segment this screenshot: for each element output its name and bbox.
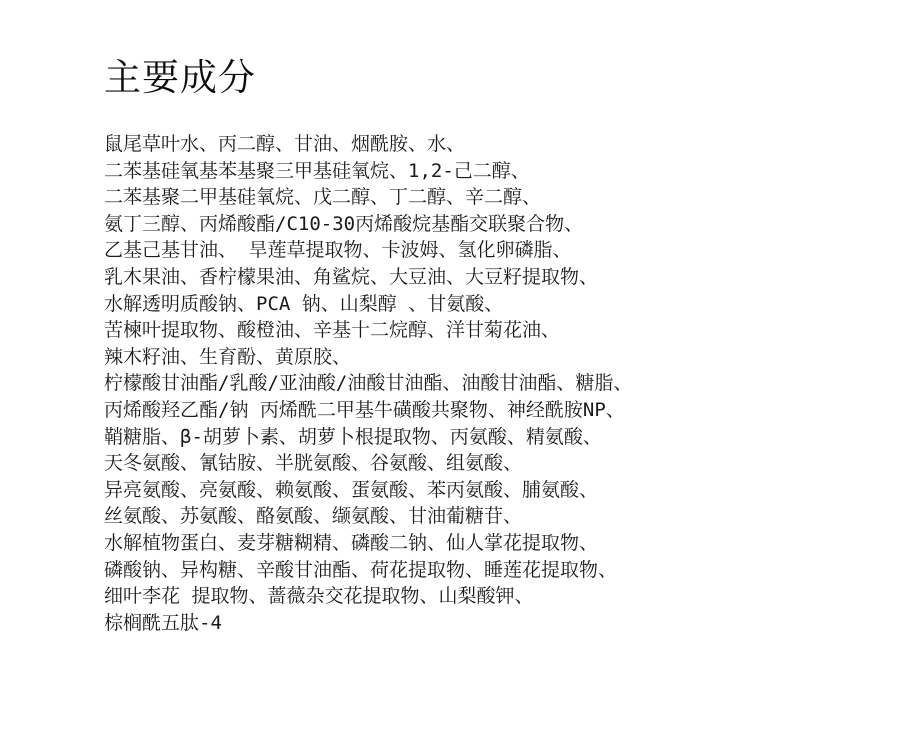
ingredient-line: 二苯基聚二甲基硅氧烷、戊二醇、丁二醇、辛二醇、 [104, 186, 542, 209]
ingredient-line: 鞘糖脂、β-胡萝卜素、胡萝卜根提取物、丙氨酸、精氨酸、 [104, 425, 602, 448]
ingredient-line: 丝氨酸、苏氨酸、酪氨酸、缬氨酸、甘油葡糖苷、 [104, 505, 523, 528]
ingredient-line: 二苯基硅氧基苯基聚三甲基硅氧烷、1,2-己二醇、 [104, 159, 530, 182]
ingredient-line: 鼠尾草叶水、丙二醇、甘油、烟酰胺、水、 [104, 133, 466, 155]
ingredient-line: 丙烯酸羟乙酯/钠 丙烯酰二甲基牛磺酸共聚物、神经酰胺NP、 [104, 398, 625, 421]
ingredient-line: 细叶李花 提取物、蔷薇杂交花提取物、山梨酸钾、 [104, 585, 534, 608]
ingredient-line: 水解透明质酸钠、PCA 钠、山梨醇 、甘氨酸、 [104, 292, 504, 315]
ingredient-line: 天冬氨酸、氰钴胺、半胱氨酸、谷氨酸、组氨酸、 [104, 452, 523, 475]
ingredient-line: 乳木果油、香柠檬果油、角鲨烷、大豆油、大豆籽提取物、 [104, 265, 599, 288]
ingredient-line: 辣木籽油、生育酚、黄原胶、 [104, 345, 352, 368]
ingredient-line: 异亮氨酸、亮氨酸、赖氨酸、蛋氨酸、苯丙氨酸、脯氨酸、 [104, 478, 599, 501]
ingredient-line: 苦楝叶提取物、酸橙油、辛基十二烷醇、洋甘菊花油、 [104, 319, 561, 342]
ingredient-line: 水解植物蛋白、麦芽糖糊精、磷酸二钠、仙人掌花提取物、 [104, 531, 599, 554]
page-title: 主要成分 [104, 56, 256, 99]
ingredient-line: 乙基己基甘油、 旱莲草提取物、卡波姆、氢化卵磷脂、 [104, 239, 572, 262]
ingredients-list [104, 131, 894, 636]
ingredient-line: 柠檬酸甘油酯/乳酸/亚油酸/油酸甘油酯、油酸甘油酯、糖脂、 [104, 372, 633, 395]
ingredient-line: 磷酸钠、异构糖、辛酸甘油酯、荷花提取物、睡莲花提取物、 [104, 558, 618, 581]
ingredient-line: 棕榈酰五肽-4 [104, 611, 222, 634]
ingredient-line: 氨丁三醇、丙烯酸酯/C10-30丙烯酸烷基酯交联聚合物、 [104, 212, 584, 235]
